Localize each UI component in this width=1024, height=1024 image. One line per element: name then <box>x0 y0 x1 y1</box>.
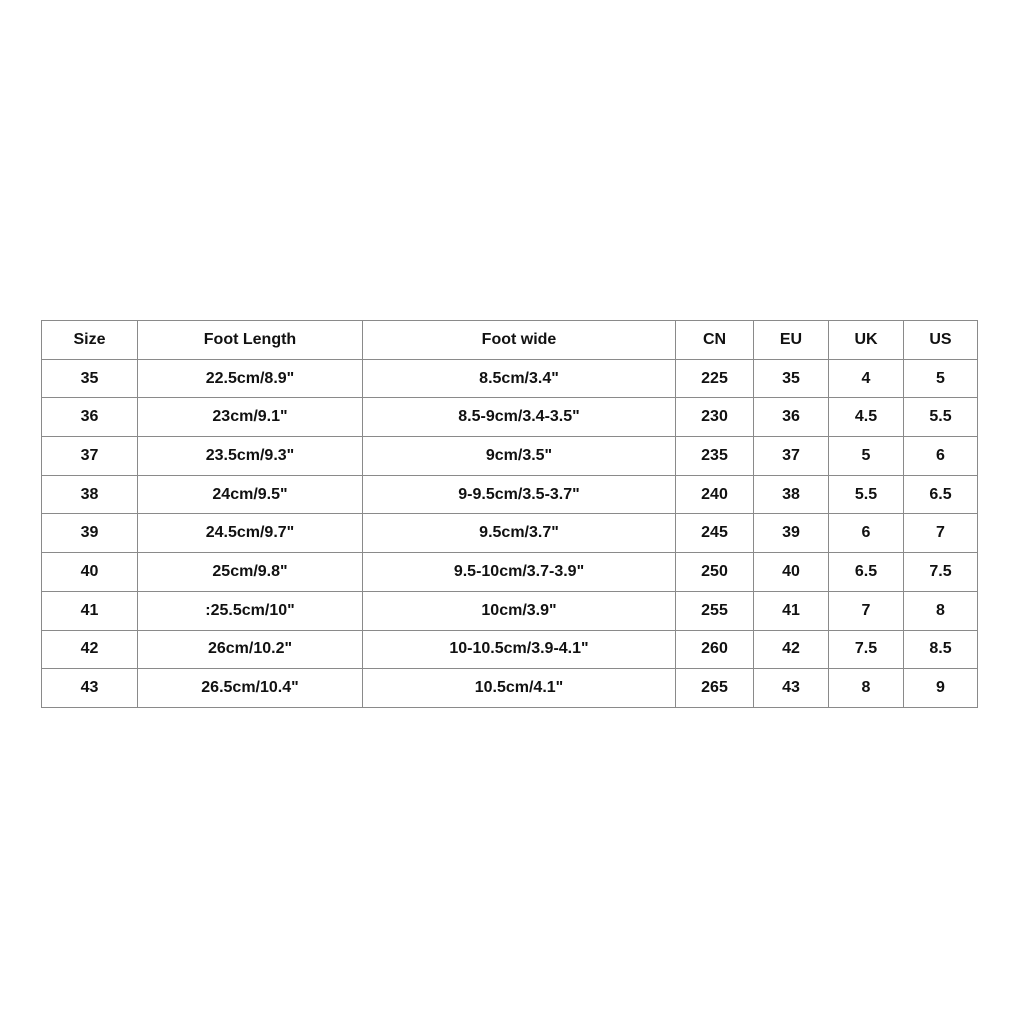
cell-size: 36 <box>42 398 138 437</box>
cell-cn: 245 <box>676 514 754 553</box>
table-row <box>42 359 978 398</box>
table-row <box>42 630 978 669</box>
cell-foot-length: 23.5cm/9.3" <box>138 437 363 476</box>
cell-foot-length: :25.5cm/10" <box>138 591 363 630</box>
cell-foot-length: 24cm/9.5" <box>138 475 363 514</box>
cell-cn: 255 <box>676 591 754 630</box>
cell-foot-length: 24.5cm/9.7" <box>138 514 363 553</box>
cell-us: 7.5 <box>904 553 978 592</box>
cell-cn: 250 <box>676 553 754 592</box>
header-row <box>42 321 978 360</box>
cell-us: 8 <box>904 591 978 630</box>
cell-foot-wide: 9.5-10cm/3.7-3.9" <box>363 553 676 592</box>
cell-eu: 36 <box>754 398 829 437</box>
cell-foot-length: 23cm/9.1" <box>138 398 363 437</box>
cell-cn: 230 <box>676 398 754 437</box>
cell-size: 39 <box>42 514 138 553</box>
cell-cn: 235 <box>676 437 754 476</box>
cell-size: 40 <box>42 553 138 592</box>
header-size: Size <box>42 321 138 360</box>
table-row <box>42 591 978 630</box>
table-row <box>42 398 978 437</box>
cell-eu: 42 <box>754 630 829 669</box>
cell-uk: 6.5 <box>829 553 904 592</box>
cell-eu: 43 <box>754 669 829 708</box>
cell-cn: 225 <box>676 359 754 398</box>
cell-us: 6.5 <box>904 475 978 514</box>
cell-size: 43 <box>42 669 138 708</box>
cell-us: 9 <box>904 669 978 708</box>
cell-foot-wide: 10-10.5cm/3.9-4.1" <box>363 630 676 669</box>
cell-us: 6 <box>904 437 978 476</box>
cell-size: 41 <box>42 591 138 630</box>
cell-eu: 37 <box>754 437 829 476</box>
cell-cn: 240 <box>676 475 754 514</box>
cell-uk: 5 <box>829 437 904 476</box>
cell-uk: 4.5 <box>829 398 904 437</box>
size-chart-table <box>41 320 978 708</box>
table-row <box>42 514 978 553</box>
cell-foot-wide: 9cm/3.5" <box>363 437 676 476</box>
cell-uk: 5.5 <box>829 475 904 514</box>
cell-eu: 38 <box>754 475 829 514</box>
header-foot-wide: Foot wide <box>363 321 676 360</box>
cell-cn: 260 <box>676 630 754 669</box>
cell-foot-wide: 9.5cm/3.7" <box>363 514 676 553</box>
cell-cn: 265 <box>676 669 754 708</box>
header-uk: UK <box>829 321 904 360</box>
cell-uk: 4 <box>829 359 904 398</box>
cell-size: 35 <box>42 359 138 398</box>
cell-foot-length: 22.5cm/8.9" <box>138 359 363 398</box>
cell-foot-wide: 8.5-9cm/3.4-3.5" <box>363 398 676 437</box>
header-cn: CN <box>676 321 754 360</box>
cell-size: 37 <box>42 437 138 476</box>
cell-size: 38 <box>42 475 138 514</box>
cell-foot-wide: 8.5cm/3.4" <box>363 359 676 398</box>
cell-foot-wide: 10.5cm/4.1" <box>363 669 676 708</box>
cell-eu: 41 <box>754 591 829 630</box>
cell-foot-wide: 10cm/3.9" <box>363 591 676 630</box>
table-row <box>42 669 978 708</box>
cell-eu: 39 <box>754 514 829 553</box>
cell-us: 7 <box>904 514 978 553</box>
table-row <box>42 553 978 592</box>
cell-uk: 7 <box>829 591 904 630</box>
header-eu: EU <box>754 321 829 360</box>
cell-us: 5 <box>904 359 978 398</box>
header-foot-length: Foot Length <box>138 321 363 360</box>
cell-size: 42 <box>42 630 138 669</box>
cell-eu: 35 <box>754 359 829 398</box>
cell-uk: 8 <box>829 669 904 708</box>
cell-us: 8.5 <box>904 630 978 669</box>
cell-foot-wide: 9-9.5cm/3.5-3.7" <box>363 475 676 514</box>
cell-uk: 7.5 <box>829 630 904 669</box>
cell-uk: 6 <box>829 514 904 553</box>
header-us: US <box>904 321 978 360</box>
cell-us: 5.5 <box>904 398 978 437</box>
table-row <box>42 475 978 514</box>
cell-foot-length: 26.5cm/10.4" <box>138 669 363 708</box>
cell-foot-length: 25cm/9.8" <box>138 553 363 592</box>
cell-foot-length: 26cm/10.2" <box>138 630 363 669</box>
cell-eu: 40 <box>754 553 829 592</box>
table-row <box>42 437 978 476</box>
